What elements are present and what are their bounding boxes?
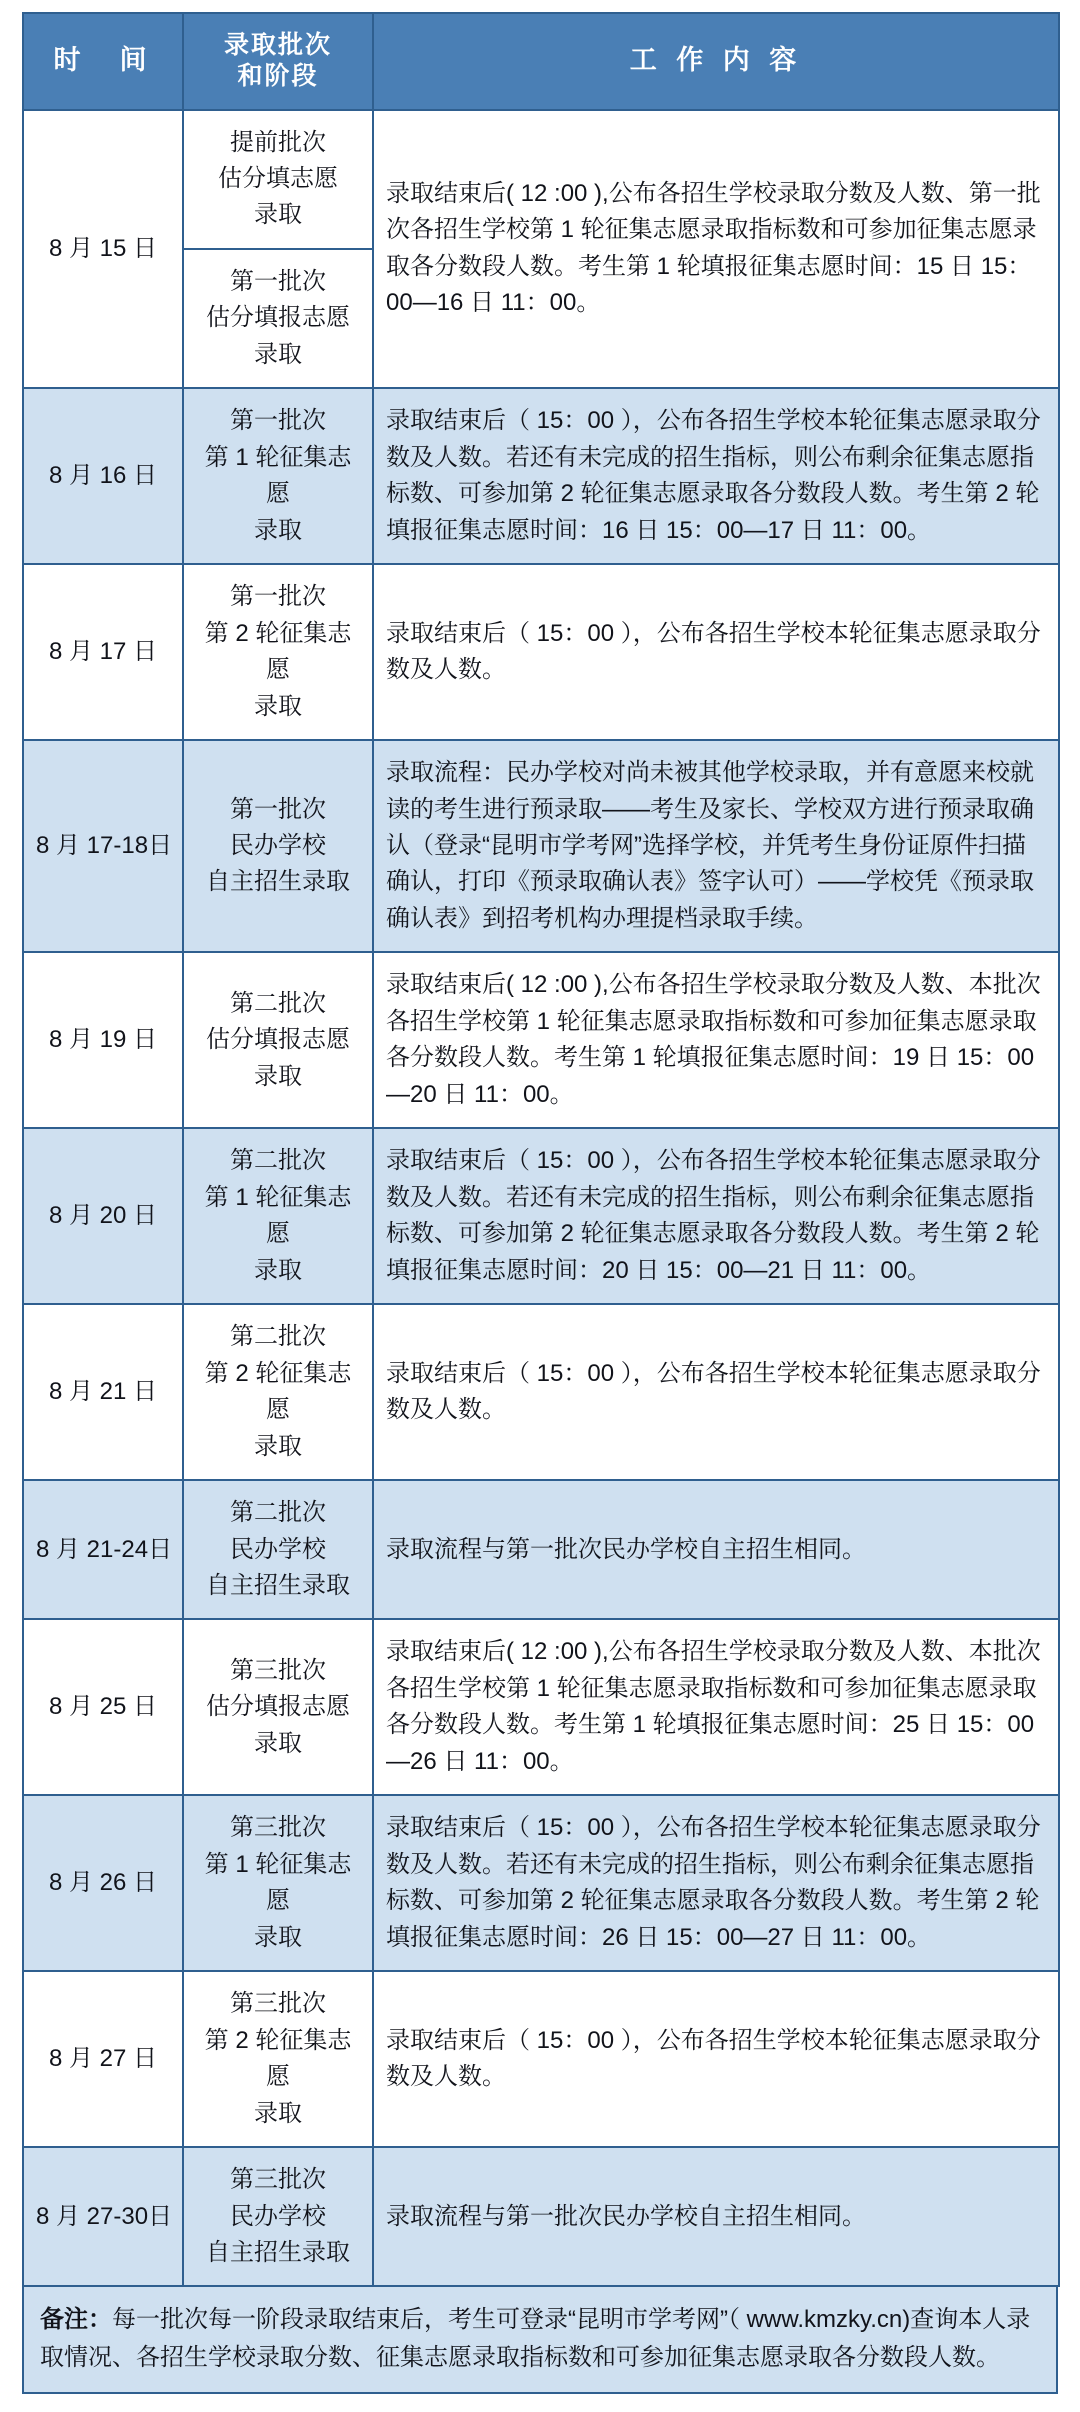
cell-time: 8 月 15 日: [23, 110, 183, 389]
cell-content: 录取结束后( 12 :00 ),公布各招生学校录取分数及人数、第一批次各招生学校第 1 轮征集志愿录取指标数和可参加征集志愿录取各分数段人数。考生第 1 轮填报征集志愿时间：15 日 15：00—16 日 11：00。: [373, 110, 1059, 389]
table-row: [23, 1128, 1059, 1304]
table-row: [23, 110, 1059, 249]
cell-content: 录取结束后（ 15：00 ），公布各招生学校本轮征集志愿录取分数及人数。: [373, 1971, 1059, 2147]
cell-content: 录取结束后( 12 :00 ),公布各招生学校录取分数及人数、本批次各招生学校第 1 轮征集志愿录取指标数和可参加征集志愿录取各分数段人数。考生第 1 轮填报征集志愿时间：19 日 15：00—20 日 11：00。: [373, 952, 1059, 1128]
cell-batch: 提前批次 估分填志愿 录取: [183, 110, 373, 249]
cell-batch: 第三批次 第 2 轮征集志愿 录取: [183, 1971, 373, 2147]
cell-batch: 第一批次 第 2 轮征集志愿 录取: [183, 564, 373, 740]
cell-batch: 第二批次 第 1 轮征集志愿 录取: [183, 1128, 373, 1304]
note-text: 每一批次每一阶段录取结束后，考生可登录“昆明市学考网”（ www.kmzky.cn)查询本人录取情况、各招生学校录取分数、征集志愿录取指标数和可参加征集志愿录取各分数段人数。: [40, 2306, 1031, 2371]
table-row: [23, 952, 1059, 1128]
recruitment-schedule-table: [22, 12, 1060, 2287]
cell-batch: 第三批次 估分填报志愿 录取: [183, 1619, 373, 1795]
column-header-time: 时 间: [23, 13, 183, 110]
cell-time: 8 月 19 日: [23, 952, 183, 1128]
cell-content: 录取结束后（ 15：00 ），公布各招生学校本轮征集志愿录取分数及人数。: [373, 564, 1059, 740]
cell-batch: 第一批次 民办学校 自主招生录取: [183, 740, 373, 952]
cell-batch: 第二批次 估分填报志愿 录取: [183, 952, 373, 1128]
table-header-row: [23, 13, 1059, 110]
cell-batch: 第一批次 估分填报志愿 录取: [183, 249, 373, 388]
cell-content: 录取结束后（ 15：00 ），公布各招生学校本轮征集志愿录取分数及人数。若还有未完成的招生指标，则公布剩余征集志愿指标数、可参加第 2 轮征集志愿录取各分数段人数。考生第 2 轮填报征集志愿时间：16 日 15：00—17 日 11：00。: [373, 388, 1059, 564]
column-header-content: 工 作 内 容: [373, 13, 1059, 110]
cell-batch: 第二批次 民办学校 自主招生录取: [183, 1480, 373, 1619]
cell-content: 录取流程与第一批次民办学校自主招生相同。: [373, 1480, 1059, 1619]
cell-batch: 第二批次 第 2 轮征集志愿 录取: [183, 1304, 373, 1480]
note-label: 备注：: [40, 2306, 112, 2334]
cell-time: 8 月 17 日: [23, 564, 183, 740]
table-row: [23, 564, 1059, 740]
column-header-batch: 录取批次 和阶段: [183, 13, 373, 110]
table-body: [23, 110, 1059, 2287]
table-header: [23, 13, 1059, 110]
cell-time: 8 月 16 日: [23, 388, 183, 564]
cell-time: 8 月 27 日: [23, 1971, 183, 2147]
table-row: [23, 388, 1059, 564]
cell-content: 录取流程：民办学校对尚未被其他学校录取，并有意愿来校就读的考生进行预录取——考生及家长、学校双方进行预录取确认（登录“昆明市学考网”选择学校，并凭考生身份证原件扫描确认，打印《预录取确认表》签字认可）——学校凭《预录取确认表》到招考机构办理提档录取手续。: [373, 740, 1059, 952]
cell-time: 8 月 26 日: [23, 1795, 183, 1971]
table-row: [23, 1304, 1059, 1480]
table-row: [23, 1795, 1059, 1971]
cell-content: 录取结束后（ 15：00 ），公布各招生学校本轮征集志愿录取分数及人数。: [373, 1304, 1059, 1480]
table-row: [23, 1971, 1059, 2147]
cell-content: 录取结束后（ 15：00 ），公布各招生学校本轮征集志愿录取分数及人数。若还有未完成的招生指标，则公布剩余征集志愿指标数、可参加第 2 轮征集志愿录取各分数段人数。考生第 2 轮填报征集志愿时间：20 日 15：00—21 日 11：00。: [373, 1128, 1059, 1304]
cell-content: 录取流程与第一批次民办学校自主招生相同。: [373, 2147, 1059, 2286]
table-row: [23, 1480, 1059, 1619]
cell-time: 8 月 25 日: [23, 1619, 183, 1795]
cell-time: 8 月 21 日: [23, 1304, 183, 1480]
cell-batch: 第一批次 第 1 轮征集志愿 录取: [183, 388, 373, 564]
cell-batch: 第三批次 民办学校 自主招生录取: [183, 2147, 373, 2286]
cell-content: 录取结束后( 12 :00 ),公布各招生学校录取分数及人数、本批次各招生学校第 1 轮征集志愿录取指标数和可参加征集志愿录取各分数段人数。考生第 1 轮填报征集志愿时间：25 日 15：00—26 日 11：00。: [373, 1619, 1059, 1795]
cell-time: 8 月 27-30日: [23, 2147, 183, 2286]
cell-content: 录取结束后（ 15：00 ），公布各招生学校本轮征集志愿录取分数及人数。若还有未完成的招生指标，则公布剩余征集志愿指标数、可参加第 2 轮征集志愿录取各分数段人数。考生第 2 轮填报征集志愿时间：26 日 15：00—27 日 11：00。: [373, 1795, 1059, 1971]
cell-batch: 第三批次 第 1 轮征集志愿 录取: [183, 1795, 373, 1971]
cell-time: 8 月 20 日: [23, 1128, 183, 1304]
note-section: [22, 2287, 1058, 2393]
table-row: [23, 2147, 1059, 2286]
table-row: [23, 740, 1059, 952]
table-row: [23, 1619, 1059, 1795]
cell-time: 8 月 17-18日: [23, 740, 183, 952]
cell-time: 8 月 21-24日: [23, 1480, 183, 1619]
